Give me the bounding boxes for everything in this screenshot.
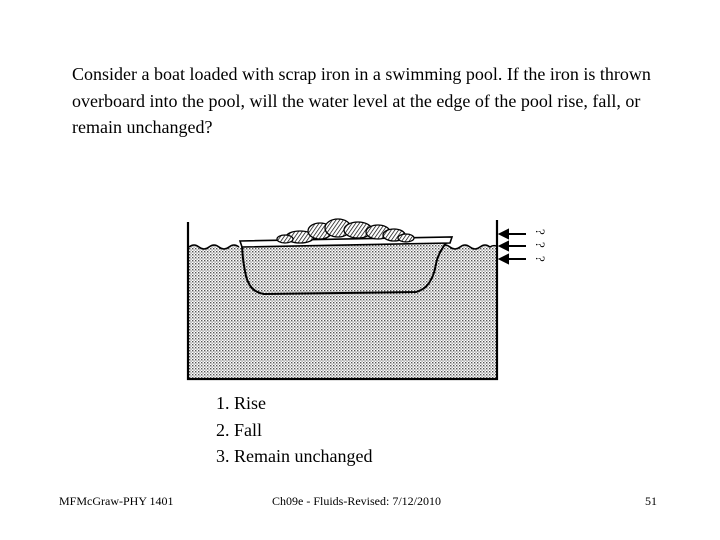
question-text: Consider a boat loaded with scrap iron in a swimming pool. If the iron is thrown overboard into the pool, will the water level at the edge of the pool rise, fall, or remain unchanged? <box>72 64 651 137</box>
choice-fall: 2. Fall <box>216 419 263 440</box>
pool-boat-figure <box>180 212 560 382</box>
question-mark-2: ? <box>533 242 548 248</box>
answer-choices <box>216 390 372 470</box>
choice-rise: 1. Rise <box>216 393 267 413</box>
footer-course: MFMcGraw-PHY 1401 <box>59 494 174 508</box>
water-level-arrows <box>500 230 526 263</box>
footer-page-number: 51 <box>645 494 657 508</box>
choice-remain-unchanged: 3. Remain unchanged <box>216 446 373 466</box>
footer-chapter: Ch09e - Fluids-Revised: 7/12/2010 <box>272 494 441 508</box>
pool-boat-illustration <box>180 212 560 382</box>
question-mark-1: ? <box>533 229 548 235</box>
question-mark-3: ? <box>533 256 548 262</box>
